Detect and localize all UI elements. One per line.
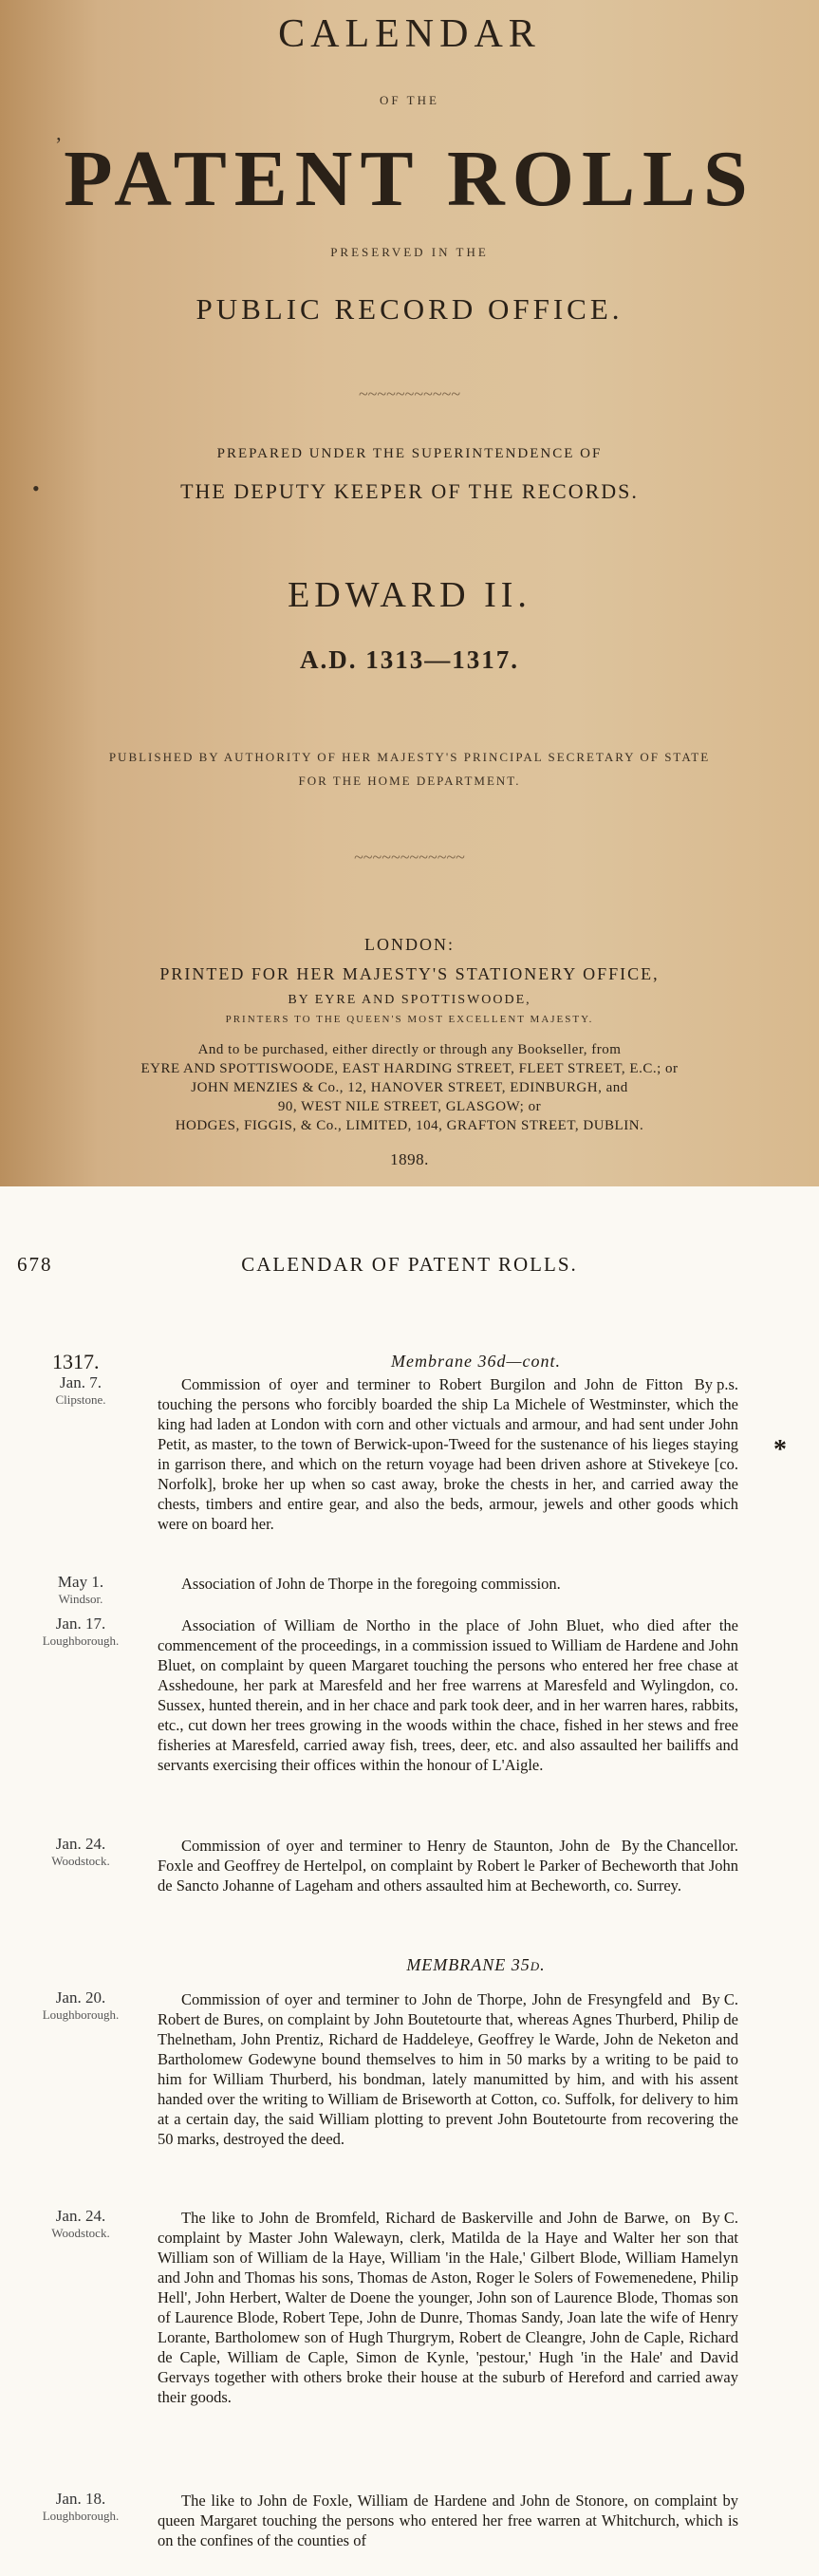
- entry-date: [9, 2208, 152, 2242]
- published-line-2: FOR THE HOME DEPARTMENT.: [298, 774, 521, 788]
- entry-body: Association of John de Thorpe in the foregoing commission.: [181, 1575, 561, 1593]
- margin-star: *: [773, 1435, 787, 1465]
- entry-place: Woodstock.: [51, 1854, 110, 1868]
- title-office: PUBLIC RECORD OFFICE.: [195, 292, 624, 326]
- entry-body: Association of William de Northo in the place of John Bluet, who died after the commencement of the proceedings, in a commission issued to William de Hardene and John Bluet, on complaint by queen Margaret touching the persons who entered her free chase at Asshedoune, her park at Maresfeld and her free warrens at Maresfeld and Wylingdon, co. Sussex, hunted therein, and in her chace and park took deer, and in her warren hares, rabbits, etc., cut down her trees growing in the woods within the chace, fished in her stews and free fisheries at Maresfeld, carried away fish, trees, deer, etc. and also assaulted her bailiffs and servants exercising their offices within the honour of L'Aigle.: [158, 1616, 738, 1774]
- purchase-line-5: HODGES, FIGGIS, & Co., LIMITED, 104, GRAFTON STREET, DUBLIN.: [175, 1118, 644, 1133]
- entry-text: [158, 1989, 738, 2149]
- title-preserved: PRESERVED IN THE: [330, 245, 489, 259]
- calendar-page: [0, 1186, 819, 2576]
- deputy-keeper-line: THE DEPUTY KEEPER OF THE RECORDS.: [180, 479, 639, 503]
- mark-dot: ʼ: [55, 133, 63, 157]
- imprint-printed-for: PRINTED FOR HER MAJESTY'S STATIONERY OFFICE,: [159, 964, 660, 983]
- entry-date: [9, 1574, 152, 1608]
- entry-authority: By C.: [701, 1990, 738, 2008]
- membrane-heading-35d: MEMBRANE 35d.: [406, 1955, 546, 1974]
- entry-date: [9, 1989, 152, 2024]
- purchase-line-1: And to be purchased, either directly or through any Bookseller, from: [197, 1042, 622, 1057]
- entry-text: [158, 2491, 738, 2550]
- ornament-rule-2: ~~~~~~~~~~~~: [354, 848, 465, 867]
- title-page: [0, 0, 819, 1186]
- entry-body: Commission of oyer and terminer to Robert Burgilon and John de Fitton touching the persons who forcibly boarded the ship La Michele of Westminster, which the king had laden at London with corn and other victuals and armour, and had sent under John Petit, as master, to the town of Berwick-upon-Tweed for the sustenance of his lieges staying in garrison there, and which on the return voyage had been driven ashore at Stivekeye [co. Norfolk], broke her up when so cast away, broke the chests in her, and carried away the chests, timbers and entire gear, and also the beds, armour, jewels and other goods which were on board her.: [158, 1375, 738, 1533]
- entry-text: [158, 1374, 738, 1534]
- purchase-line-4: 90, WEST NILE STREET, GLASGOW; or: [277, 1099, 542, 1114]
- page-number: 678: [17, 1253, 53, 1276]
- entry-authority: By C.: [701, 2209, 738, 2227]
- title-calendar: CALENDAR: [278, 12, 541, 56]
- entry-day: Jan. 20.: [55, 1988, 106, 2007]
- entry-place: Loughborough.: [42, 2509, 120, 2523]
- purchase-line-2: EYRE AND SPOTTISWOODE, EAST HARDING STREET, FLEET STREET, E.C.; or: [140, 1061, 679, 1076]
- reign-title: EDWARD II.: [288, 575, 531, 615]
- imprint-by: BY EYRE AND SPOTTISWOODE,: [288, 993, 531, 1007]
- entry-day: Jan. 18.: [55, 2490, 106, 2508]
- imprint-printers: PRINTERS TO THE QUEEN'S MOST EXCELLENT MAJESTY.: [225, 1014, 594, 1025]
- entry-day: May 1.: [57, 1573, 104, 1591]
- published-line-1: PUBLISHED BY AUTHORITY OF HER MAJESTY'S PRINCIPAL SECRETARY OF STATE: [108, 750, 711, 764]
- entry-text: [158, 1836, 738, 1895]
- entry-place: Windsor.: [58, 1592, 103, 1606]
- entry-body: Commission of oyer and terminer to Henry de Staunton, John de Foxle and Geoffrey de Hertelpol, on complaint by Robert le Parker of Becheworth that John de Sancto Johanne of Lageham and others assaulted him at Becheworth, co. Surrey.: [158, 1837, 738, 1895]
- entry-date: [9, 1615, 152, 1650]
- entry-day: Jan. 17.: [55, 1615, 106, 1633]
- entry-place: Loughborough.: [42, 2007, 120, 2022]
- membrane-heading-36d: Membrane 36d—cont.: [391, 1352, 561, 1371]
- prepared-line: PREPARED UNDER THE SUPERINTENDENCE OF: [216, 446, 603, 461]
- entry-text: [158, 1574, 738, 1594]
- date-range: A.D. 1313—1317.: [300, 645, 519, 674]
- purchase-line-3: JOHN MENZIES & Co., 12, HANOVER STREET, EDINBURGH, and: [191, 1080, 628, 1095]
- entry-place: Loughborough.: [42, 1633, 120, 1648]
- entry-date: [9, 2491, 152, 2525]
- entry-authority: By p.s.: [694, 1375, 738, 1393]
- title-of-the: OF THE: [380, 93, 439, 107]
- entry-place: Clipstone.: [55, 1392, 106, 1407]
- entry-text: [158, 2208, 738, 2407]
- entry-body: Commission of oyer and terminer to John de Thorpe, John de Fresyngfeld and Robert de Bures, on complaint by John Boutetourte that, whereas Agnes Thurberd, Philip de Thelnetham, John Prentiz, Richard de Haddeleye, Geoffrey le Warde, John de Neketon and Bartholomew Godewyne bound themselves to him in 50 marks by a writing to be paid to him for William Thurberd, his bondman, lately manumitted by him, and with his assent handed over the writing to William de Briseworth at Cotton, co. Suffolk, for delivery to him at a certain day, the said William plotting to prevent John Boutetourte from recovering the 50 marks, destroyed the deed.: [158, 1990, 738, 2148]
- entry-date: [9, 1374, 152, 1409]
- entry-date: [9, 1836, 152, 1870]
- entry-day: Jan. 7.: [60, 1373, 102, 1391]
- mark-dot-2: •: [32, 476, 40, 500]
- entry-body: The like to John de Foxle, William de Hardene and John de Stonore, on complaint by queen Margaret touching the persons who entered her free warren at Whitchurch, which is on the confines of the counties of: [158, 2492, 738, 2549]
- entry-authority: By the Chancellor.: [621, 1837, 738, 1855]
- year-heading: 1317.: [52, 1350, 100, 1373]
- entry-text: [158, 1615, 738, 1775]
- entry-body: The like to John de Bromfeld, Richard de Baskerville and John de Barwe, on complaint by Master John Walewayn, clerk, Matilda de la Haye and Walter her son that William son of William de la Haye, William 'in the Hale,' Gilbert Blode, William Hamelyn and John and Thomas his sons, Thomas de Aston, Roger le Solers of Fowemenedene, Philip Hell', John Herbert, Walter de Doene the younger, John son of Laurence Blode, Thomas son of Laurence Blode, Robert Tepe, John de Dunre, Thomas Sandy, Joan late the wife of Henry Lorante, Bartholomew son of Hugh Thurgrym, Robert de Cleangre, John de Caple, Richard de Caple, William de Caple, Simon de Kynle, 'pestour,' Hugh 'in the Hale' and David Gervays together with others broke their house at the suburb of Hereford and carried away their goods.: [158, 2209, 738, 2406]
- title-patent-rolls: PATENT ROLLS: [64, 135, 755, 223]
- imprint-london: LONDON:: [364, 935, 455, 954]
- ornament-rule-1: ~~~~~~~~~~~: [358, 384, 461, 403]
- running-head: CALENDAR OF PATENT ROLLS.: [241, 1253, 578, 1276]
- publication-year: 1898.: [390, 1150, 429, 1168]
- entry-day: Jan. 24.: [55, 2207, 106, 2225]
- entry-day: Jan. 24.: [55, 1835, 106, 1853]
- entry-place: Woodstock.: [51, 2226, 110, 2240]
